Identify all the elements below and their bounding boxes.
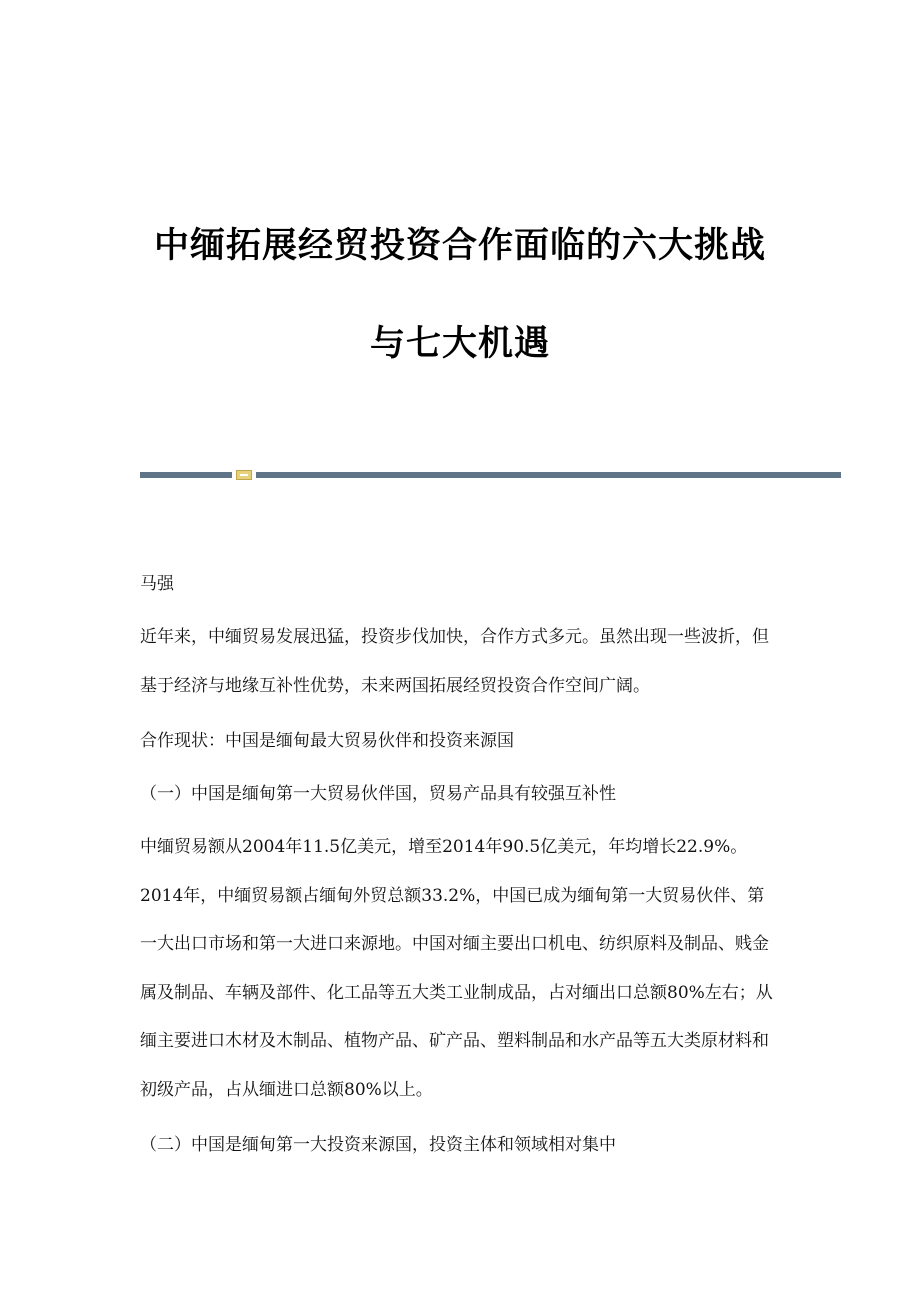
section-heading: 合作现状：中国是缅甸最大贸易伙伴和投资来源国 xyxy=(140,731,514,751)
divider-ornament-icon xyxy=(236,470,252,480)
divider-bar-left xyxy=(140,472,232,478)
document-title-line-1: 中缅拓展经贸投资合作面临的六大挑战 xyxy=(153,225,766,266)
divider-bar-right xyxy=(256,472,841,478)
subheading-investment: （二）中国是缅甸第一大投资来源国，投资主体和领域相对集中 xyxy=(140,1135,616,1155)
subheading-trade: （一）中国是缅甸第一大贸易伙伴国，贸易产品具有较强互补性 xyxy=(140,784,616,804)
author-name: 马强 xyxy=(140,574,174,594)
document-title-line-2: 与七大机遇 xyxy=(369,323,550,364)
intro-paragraph: 近年来，中缅贸易发展迅猛，投资步伐加快，合作方式多元。虽然出现一些波折，但基于经济与地缘互补性优势，未来两国拓展经贸投资合作空间广阔。 xyxy=(140,627,769,696)
trade-paragraph: 中缅贸易额从2004年11.5亿美元，增至2014年90.5亿美元，年均增长22.9%。2014年，中缅贸易额占缅甸外贸总额33.2%，中国已成为缅甸第一大贸易伙伴、第一大出口市场和第一大进口来源地。中国对缅主要出口机电、纺织原料及制品、贱金属及制品、车辆及部件、化工品等五大类工业制成品，占对缅出口总额80%左右；从缅主要进口木材及木制品、植物产品、矿产品、塑料制品和水产品等五大类原材料和初级产品，占从缅进口总额80%以上。 xyxy=(140,837,773,1100)
